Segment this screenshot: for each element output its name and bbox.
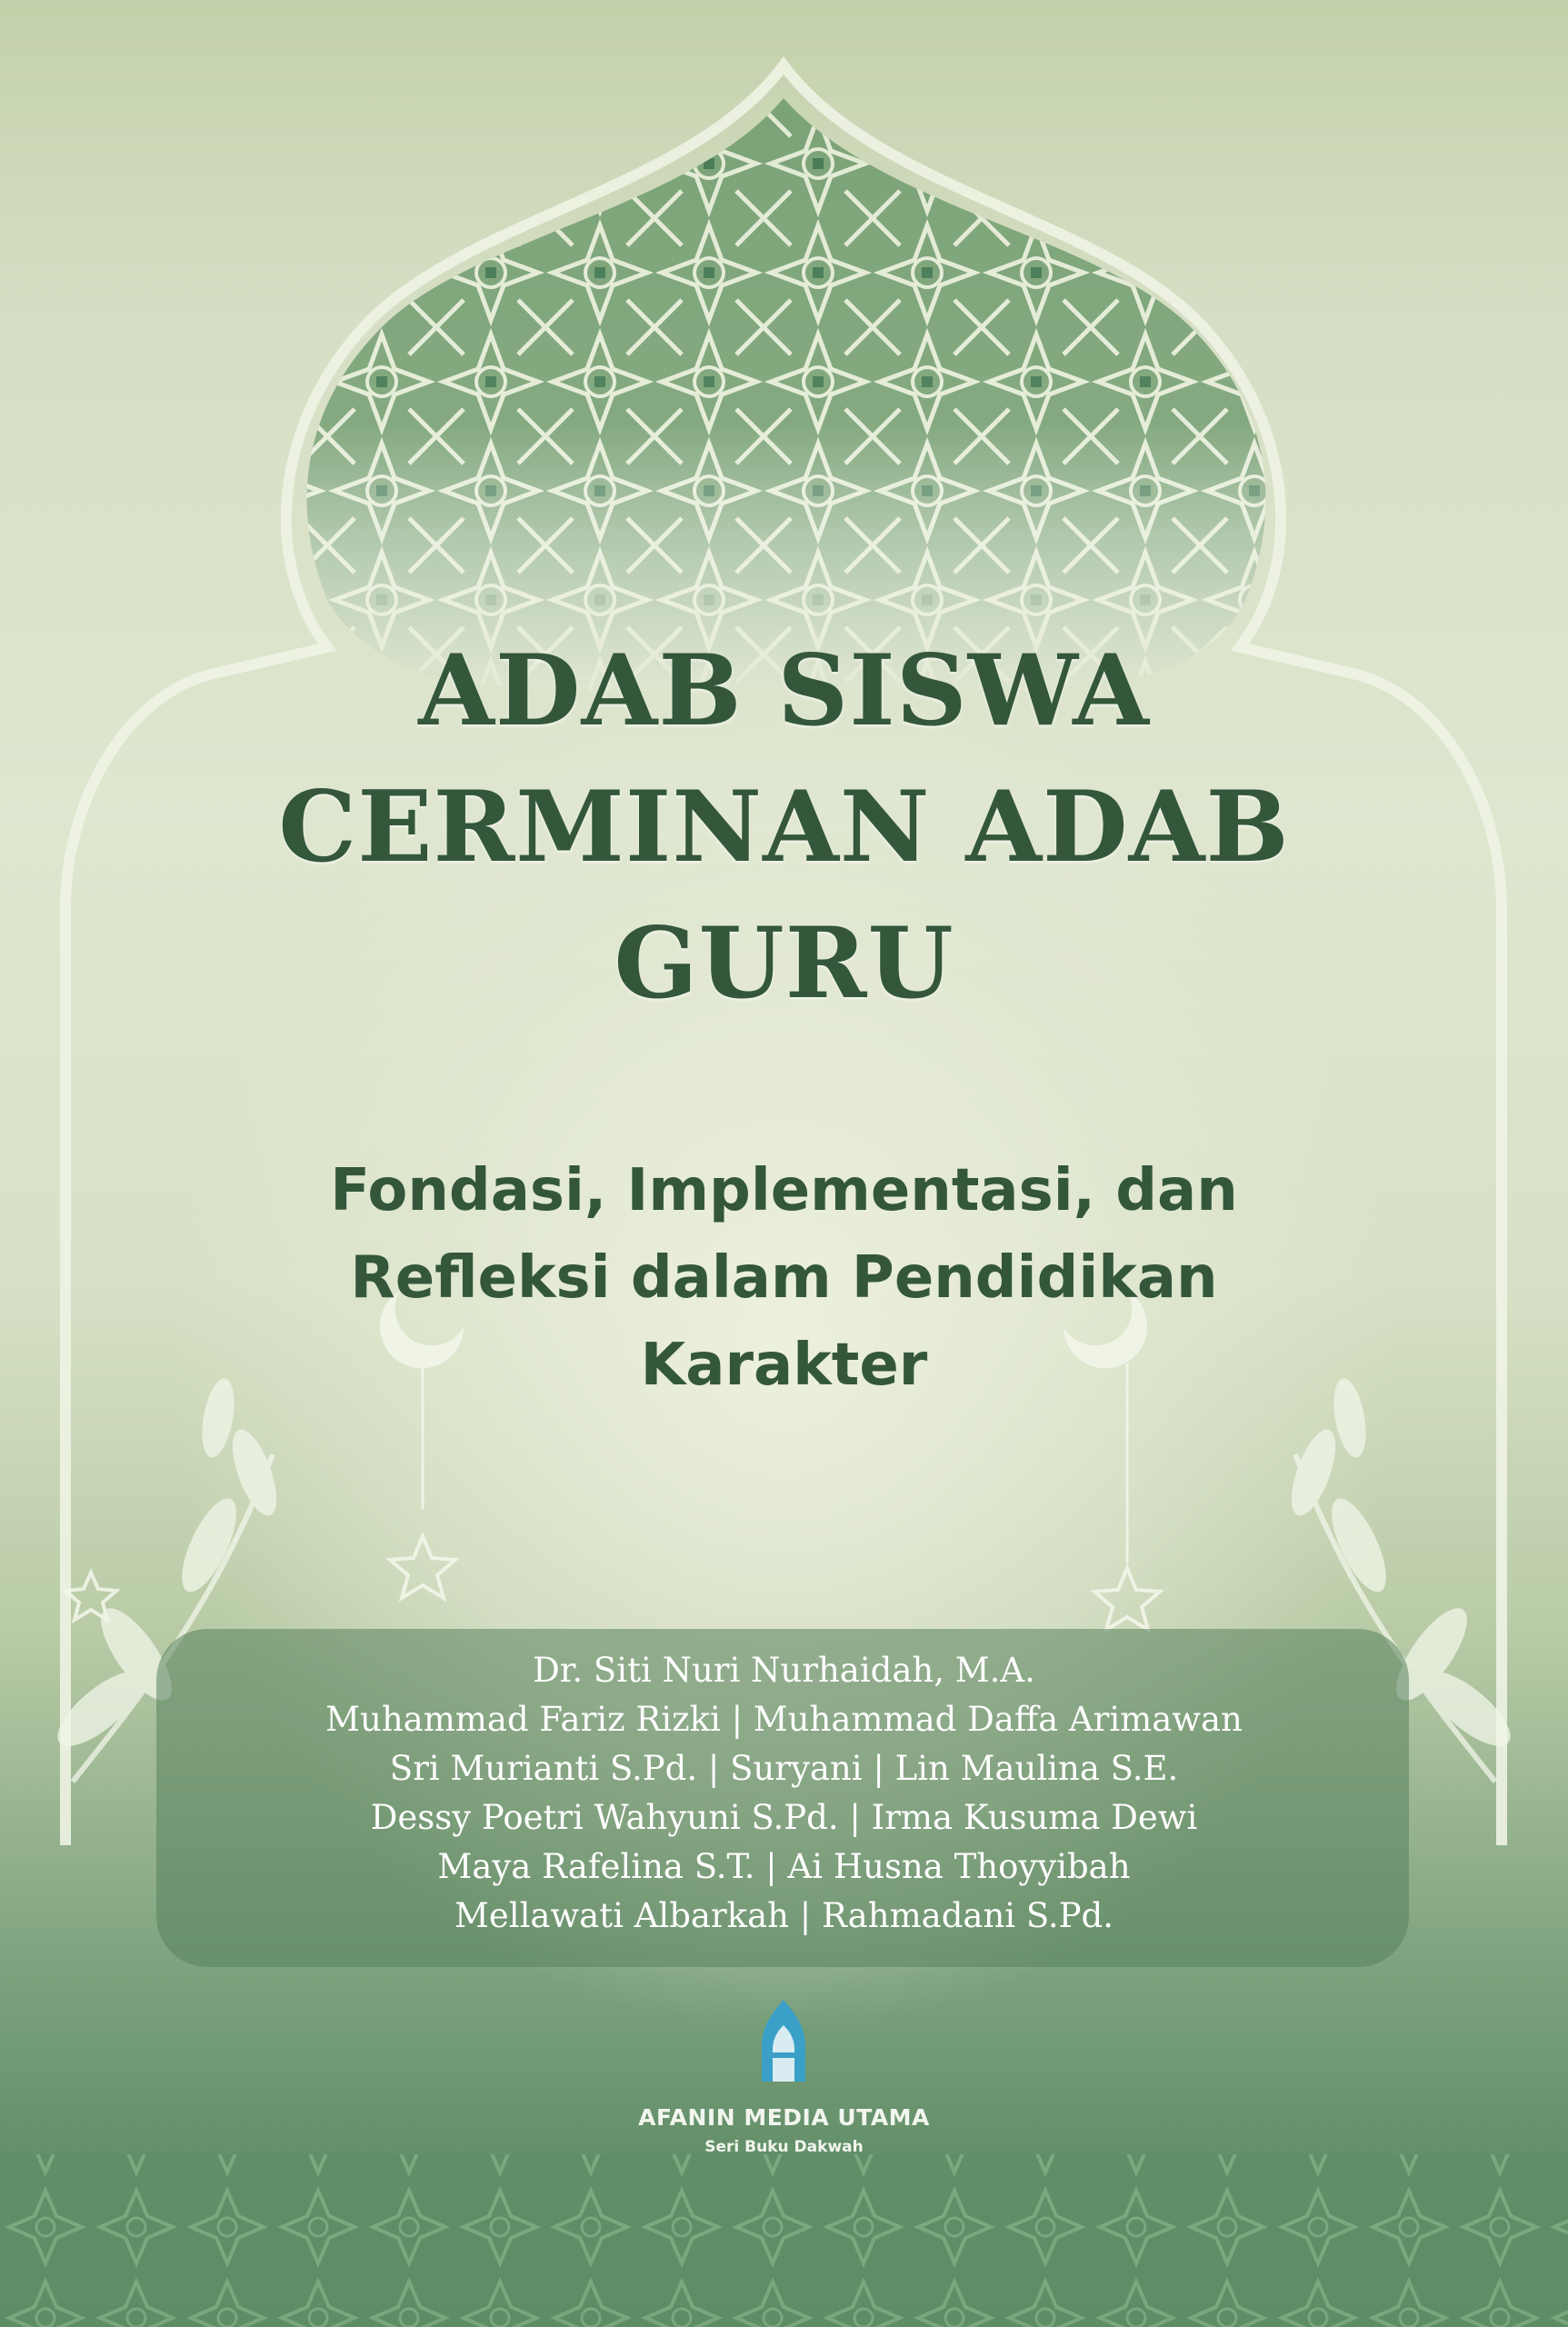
publisher-name: AFANIN MEDIA UTAMA — [638, 2104, 930, 2131]
author-line: Mellawati Albarkah | Rahmadani S.Pd. — [454, 1896, 1114, 1935]
publisher-series: Seri Buku Dakwah — [704, 2138, 864, 2156]
author-line: Dessy Poetri Wahyuni S.Pd. | Irma Kusuma Dewi — [370, 1798, 1198, 1837]
title-line: ADAB SISWA — [418, 634, 1150, 748]
subtitle-line: Karakter — [640, 1332, 928, 1399]
title-line: CERMINAN ADAB — [278, 770, 1290, 884]
author-line: Sri Murianti S.Pd. | Suryani | Lin Maulina S.E. — [389, 1749, 1179, 1788]
title-line: GURU — [614, 906, 954, 1021]
subtitle-line: Refleksi dalam Pendidikan — [350, 1244, 1218, 1312]
bottom-pattern-band — [0, 2154, 1568, 2327]
dome-pattern-icon — [307, 98, 1266, 691]
author-line: Dr. Siti Nuri Nurhaidah, M.A. — [533, 1651, 1035, 1690]
author-line: Muhammad Fariz Rizki | Muhammad Daffa Arimawan — [325, 1700, 1243, 1739]
subtitle-line: Fondasi, Implementasi, dan — [330, 1157, 1238, 1224]
author-line: Maya Rafelina S.T. | Ai Husna Thoyyibah — [437, 1847, 1131, 1886]
publisher-logo-icon — [762, 2000, 805, 2082]
